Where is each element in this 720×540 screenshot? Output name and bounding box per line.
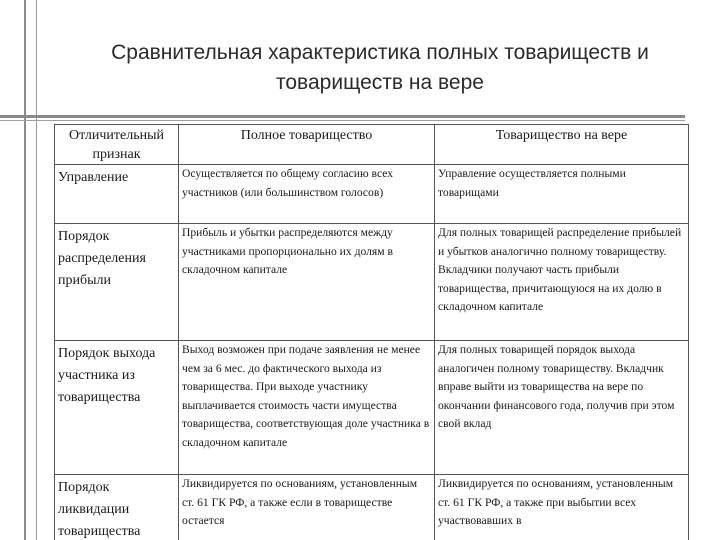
left-border-line xyxy=(24,0,26,540)
title-separator-thick xyxy=(0,115,685,118)
row-label: Порядок выхода участника из товарищества xyxy=(55,341,179,475)
row-label: Управление xyxy=(55,165,179,224)
header-full-partnership: Полное товарищество xyxy=(179,125,435,165)
table-header-row xyxy=(55,125,689,165)
cell-full: Прибыль и убытки распределяются между участниками пропорционально их долям в складочном капитале xyxy=(179,224,435,341)
comparison-table xyxy=(54,124,689,540)
header-limited-partnership: Товарищество на вере xyxy=(435,125,689,165)
slide-title: Сравнительная характеристика полных товариществ и товариществ на вере xyxy=(111,41,649,94)
cell-limited: Для полных товарищей распределение прибылей и убытков аналогично полному товариществу. Вкладчики получают часть прибыли товарищества, причитающуюся на их долю в складочном капитале xyxy=(435,224,689,341)
header-feature: Отличительный признак xyxy=(55,125,179,165)
row-label: Порядок ликвидации товарищества xyxy=(55,475,179,540)
cell-limited: Ликвидируется по основаниям, установленным ст. 61 ГК РФ, а также при выбытии всех участвовавших в xyxy=(435,475,689,540)
row-label: Порядок распределения прибыли xyxy=(55,224,179,341)
cell-full: Осуществляется по общему согласию всех участников (или большинством голосов) xyxy=(179,165,435,224)
cell-limited: Управление осуществляется полными товарищами xyxy=(435,165,689,224)
cell-limited: Для полных товарищей порядок выхода аналогичен полному товариществу. Вкладчик вправе выйти из товарищества на вере по окончании финансового года, получив при этом свой вклад xyxy=(435,341,689,475)
table-row xyxy=(55,165,689,224)
table-row xyxy=(55,341,689,475)
cell-full: Выход возможен при подаче заявления не менее чем за 6 мес. до фактического выхода из товарищества. При выходе участнику выплачивается стоимость части имущества товарищества, соответствующая доле участника в складочном капитале xyxy=(179,341,435,475)
left-inner-line xyxy=(36,0,37,540)
cell-full: Ликвидируется по основаниям, установленным ст. 61 ГК РФ, а также если в товариществе остается xyxy=(179,475,435,540)
title-separator-thin xyxy=(0,120,685,121)
table-row xyxy=(55,475,689,540)
table-row xyxy=(55,224,689,341)
